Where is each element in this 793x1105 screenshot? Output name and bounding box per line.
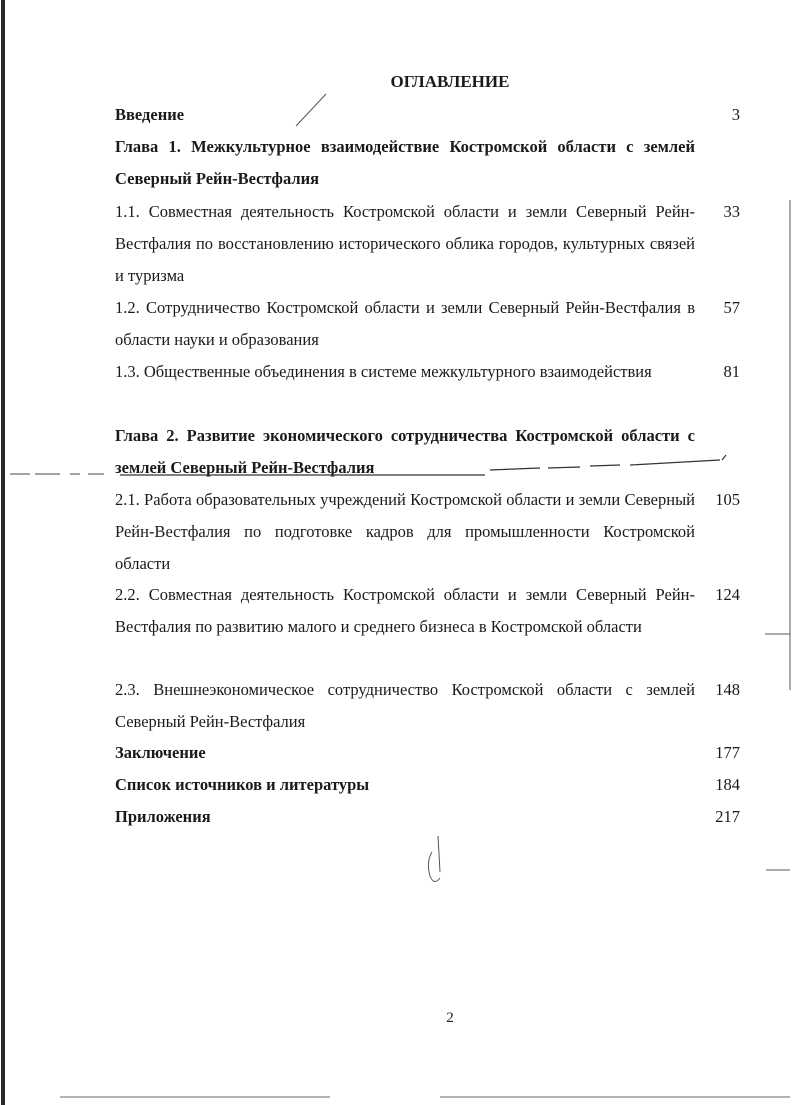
toc-entry-text: 2.1. Работа образовательных учреждений Костромской области и земли Северный Рейн-Вестфалия по подготовке кадров для промышленности Костромской области [115,490,695,573]
toc-entry-page: 105 [715,490,740,509]
toc-entry-conclusion[interactable] [115,737,740,769]
toc-entry-page: 33 [723,202,740,221]
toc-entry-text: 2.3. Внешнеэкономическое сотрудничество Костромской области с землей Северный Рейн-Вестфалия [115,680,695,731]
toc-entry-page: 217 [715,807,740,826]
toc-entry-2-2[interactable] [115,579,740,643]
toc-entry-text: 2.2. Совместная деятельность Костромской области и земли Северный Рейн-Вестфалия по развитию малого и среднего бизнеса в Костромской области [115,585,695,636]
toc-entry-chapter-2[interactable] [115,420,740,484]
toc-entry-2-1[interactable] [115,484,740,580]
toc-entry-text: Введение [115,105,185,124]
toc-entry-text: Список источников и литературы [115,775,370,794]
toc-entry-page: 177 [715,743,740,762]
toc-entry-text: 1.3. Общественные объединения в системе межкультурного взаимодействия [115,362,652,381]
toc-entry-page: 57 [723,298,740,317]
page-title: ОГЛАВЛЕНИЕ [390,72,510,91]
toc-entry-text: 1.1. Совместная деятельность Костромской области и земли Северный Рейн-Вестфалия по восстановлению исторического облика городов, культурных связей и туризма [115,202,695,285]
toc-entry-1-3[interactable] [115,356,740,388]
toc-entry-text: 1.2. Сотрудничество Костромской области и земли Северный Рейн-Вестфалия в области науки и образования [115,298,695,349]
toc-entry-text: Глава 2. Развитие экономического сотрудничества Костромской области с землей Северный Рейн-Вестфалия [115,426,695,477]
toc-entry-text: Глава 1. Межкультурное взаимодействие Костромской области с землей Северный Рейн-Вестфалия [115,137,695,188]
toc-entry-1-2[interactable] [115,292,740,356]
toc-entry-introduction[interactable] [115,99,740,131]
toc-entry-sources[interactable] [115,769,740,801]
toc-entry-text: Приложения [115,807,211,826]
page-number: 2 [446,1010,454,1026]
toc-entry-chapter-1[interactable] [115,131,740,195]
toc-entry-1-1[interactable] [115,196,740,292]
toc-entry-page: 184 [715,775,740,794]
toc-entry-appendices[interactable] [115,801,740,833]
toc-entry-text: Заключение [115,743,206,762]
handwritten-mark [428,836,440,882]
toc-entry-page: 81 [723,362,740,381]
toc-entry-page: 124 [715,585,740,604]
toc-entry-2-3[interactable] [115,674,740,738]
toc-entry-page: 148 [715,680,740,699]
toc-entry-page: 3 [731,105,740,124]
